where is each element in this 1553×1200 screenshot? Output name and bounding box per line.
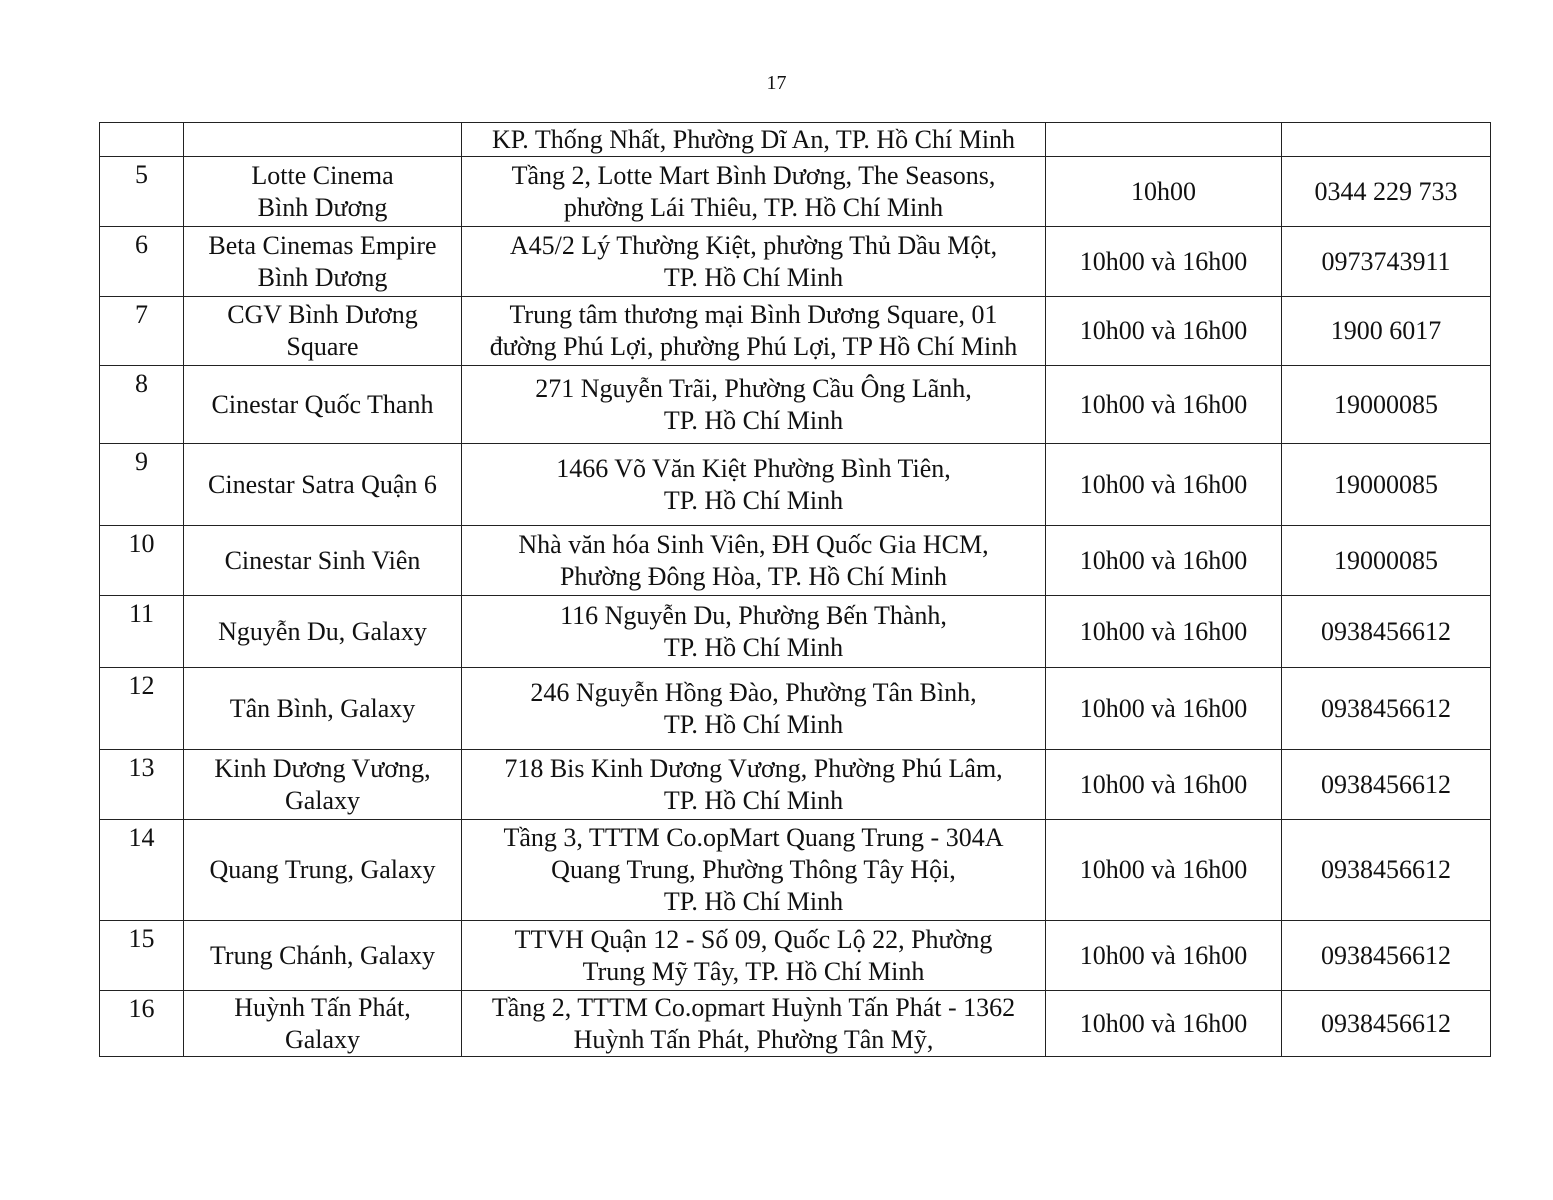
cell-number: 5 [100, 157, 184, 227]
cell-address [462, 157, 1046, 227]
cell-address [462, 750, 1046, 820]
cell-showtime: 10h00 và 16h00 [1046, 921, 1282, 991]
cell-text-line: Cinestar Sinh Viên [224, 545, 421, 575]
cell-phone: 0938456612 [1282, 991, 1491, 1057]
cell-text-line: TP. Hồ Chí Minh [663, 709, 844, 739]
cell-text-line: Galaxy [284, 1024, 361, 1054]
cell-phone: 19000085 [1282, 366, 1491, 444]
table-row [100, 820, 1491, 921]
cell-number: 7 [100, 297, 184, 366]
table-row [100, 526, 1491, 596]
cell-address [462, 297, 1046, 366]
cell-text-line: Tầng 2, Lotte Mart Bình Dương, The Seasons, [511, 160, 996, 190]
cell-address [462, 991, 1046, 1057]
cell-venue-name [184, 668, 462, 750]
cell-number: 14 [100, 820, 184, 921]
cell-text-line: Huỳnh Tấn Phát, Phường Tân Mỹ, [573, 1024, 934, 1054]
cell-text-line: Cinestar Quốc Thanh [211, 389, 434, 419]
cell-address [462, 820, 1046, 921]
cell-text-line: Bình Dương [257, 262, 388, 292]
cell-address [462, 444, 1046, 526]
cell-showtime: 10h00 và 16h00 [1046, 750, 1282, 820]
cell-phone [1282, 123, 1491, 157]
table-row [100, 227, 1491, 297]
cell-address [462, 596, 1046, 668]
cell-showtime: 10h00 và 16h00 [1046, 227, 1282, 297]
cell-showtime: 10h00 và 16h00 [1046, 820, 1282, 921]
cell-venue-name [184, 444, 462, 526]
cell-text-line: TP. Hồ Chí Minh [663, 485, 844, 515]
cell-text-line: Square [286, 332, 359, 361]
table-row [100, 297, 1491, 366]
cell-number: 13 [100, 750, 184, 820]
cell-address [462, 668, 1046, 750]
cell-showtime [1046, 123, 1282, 157]
page-number: 17 [766, 72, 787, 94]
cell-text-line: Tầng 3, TTTM Co.opMart Quang Trung - 304A [503, 823, 1004, 852]
cell-phone: 1900 6017 [1282, 297, 1491, 366]
cell-text-line: Tầng 2, TTTM Co.opmart Huỳnh Tấn Phát - 1362 [491, 992, 1016, 1022]
cell-venue-name [184, 921, 462, 991]
cell-number: 15 [100, 921, 184, 991]
venue-table-body [100, 123, 1491, 1057]
cell-text-line: Trung Chánh, Galaxy [209, 940, 436, 970]
cell-text-line: TP. Hồ Chí Minh [663, 405, 844, 435]
cell-text-line: Beta Cinemas Empire [208, 230, 437, 260]
cell-venue-name [184, 991, 462, 1057]
cell-text-line: Nguyễn Du, Galaxy [218, 616, 427, 646]
cell-text-line: Galaxy [284, 785, 361, 815]
cell-phone: 0938456612 [1282, 820, 1491, 921]
cell-text-line: TTVH Quận 12 - Số 09, Quốc Lộ 22, Phường [514, 924, 993, 954]
cell-venue-name [184, 366, 462, 444]
table-row [100, 668, 1491, 750]
cell-venue-name [184, 123, 462, 157]
cell-venue-name [184, 157, 462, 227]
table-row [100, 123, 1491, 157]
cell-showtime: 10h00 và 16h00 [1046, 991, 1282, 1057]
cell-phone: 19000085 [1282, 526, 1491, 596]
cell-text-line: Trung tâm thương mại Bình Dương Square, 01 [509, 300, 998, 329]
cell-text-line: Tân Bình, Galaxy [229, 693, 416, 723]
cell-showtime: 10h00 [1046, 157, 1282, 227]
cell-text-line: TP. Hồ Chí Minh [663, 262, 844, 292]
cell-text-line: Lotte Cinema [251, 160, 394, 190]
cell-showtime: 10h00 và 16h00 [1046, 297, 1282, 366]
cell-number [100, 123, 184, 157]
cell-text-line: 116 Nguyễn Du, Phường Bến Thành, [560, 600, 947, 630]
cell-text-line: Kinh Dương Vương, [214, 753, 431, 783]
cell-text-line: Quang Trung, Galaxy [209, 855, 436, 884]
cell-number: 8 [100, 366, 184, 444]
cell-showtime: 10h00 và 16h00 [1046, 366, 1282, 444]
cell-venue-name [184, 820, 462, 921]
cell-text-line: TP. Hồ Chí Minh [663, 785, 844, 815]
cell-address [462, 227, 1046, 297]
cell-address [462, 526, 1046, 596]
cell-number: 9 [100, 444, 184, 526]
cell-text-line: 718 Bis Kinh Dương Vương, Phường Phú Lâm, [504, 753, 1003, 783]
cell-venue-name [184, 750, 462, 820]
cell-showtime: 10h00 và 16h00 [1046, 668, 1282, 750]
cell-text-line: Trung Mỹ Tây, TP. Hồ Chí Minh [582, 956, 925, 986]
cell-phone: 0938456612 [1282, 596, 1491, 668]
cell-venue-name [184, 596, 462, 668]
cell-phone: 0938456612 [1282, 921, 1491, 991]
venue-table [99, 122, 1491, 1057]
cell-text-line: Huỳnh Tấn Phát, [234, 992, 411, 1022]
cell-number: 16 [100, 991, 184, 1057]
table-row [100, 921, 1491, 991]
cell-text-line: phường Lái Thiêu, TP. Hồ Chí Minh [563, 192, 944, 222]
cell-text-line: Cinestar Satra Quận 6 [208, 469, 437, 499]
table-row [100, 596, 1491, 668]
cell-number: 6 [100, 227, 184, 297]
cell-venue-name [184, 227, 462, 297]
cell-text-line: Phường Đông Hòa, TP. Hồ Chí Minh [559, 561, 948, 591]
cell-showtime: 10h00 và 16h00 [1046, 444, 1282, 526]
table-row [100, 366, 1491, 444]
cell-address [462, 123, 1046, 157]
cell-text-line: đường Phú Lợi, phường Phú Lợi, TP Hồ Chí Minh [489, 332, 1018, 361]
table-row [100, 991, 1491, 1057]
cell-phone: 19000085 [1282, 444, 1491, 526]
cell-number: 10 [100, 526, 184, 596]
cell-number: 12 [100, 668, 184, 750]
cell-showtime: 10h00 và 16h00 [1046, 596, 1282, 668]
cell-text-line: Quang Trung, Phường Thông Tây Hội, [551, 855, 956, 884]
cell-text-line: A45/2 Lý Thường Kiệt, phường Thủ Dầu Một, [509, 230, 998, 260]
table-row [100, 157, 1491, 227]
cell-phone: 0973743911 [1282, 227, 1491, 297]
cell-text-line: KP. Thống Nhất, Phường Dĩ An, TP. Hồ Chí Minh [491, 124, 1016, 154]
table-row [100, 444, 1491, 526]
cell-number: 11 [100, 596, 184, 668]
cell-phone: 0938456612 [1282, 750, 1491, 820]
cell-address [462, 366, 1046, 444]
cell-text-line: TP. Hồ Chí Minh [663, 632, 844, 662]
cell-showtime: 10h00 và 16h00 [1046, 526, 1282, 596]
cell-address [462, 921, 1046, 991]
cell-text-line: 1466 Võ Văn Kiệt Phường Bình Tiên, [556, 453, 951, 483]
cell-venue-name [184, 297, 462, 366]
cell-text-line: TP. Hồ Chí Minh [663, 887, 844, 916]
cell-text-line: Nhà văn hóa Sinh Viên, ĐH Quốc Gia HCM, [518, 529, 989, 559]
cell-phone: 0938456612 [1282, 668, 1491, 750]
cell-text-line: CGV Bình Dương [227, 300, 418, 329]
cell-text-line: Bình Dương [257, 192, 388, 222]
cell-text-line: 271 Nguyễn Trãi, Phường Cầu Ông Lãnh, [535, 373, 972, 403]
cell-text-line: 246 Nguyễn Hồng Đào, Phường Tân Bình, [530, 677, 977, 707]
table-row [100, 750, 1491, 820]
cell-phone: 0344 229 733 [1282, 157, 1491, 227]
cell-venue-name [184, 526, 462, 596]
